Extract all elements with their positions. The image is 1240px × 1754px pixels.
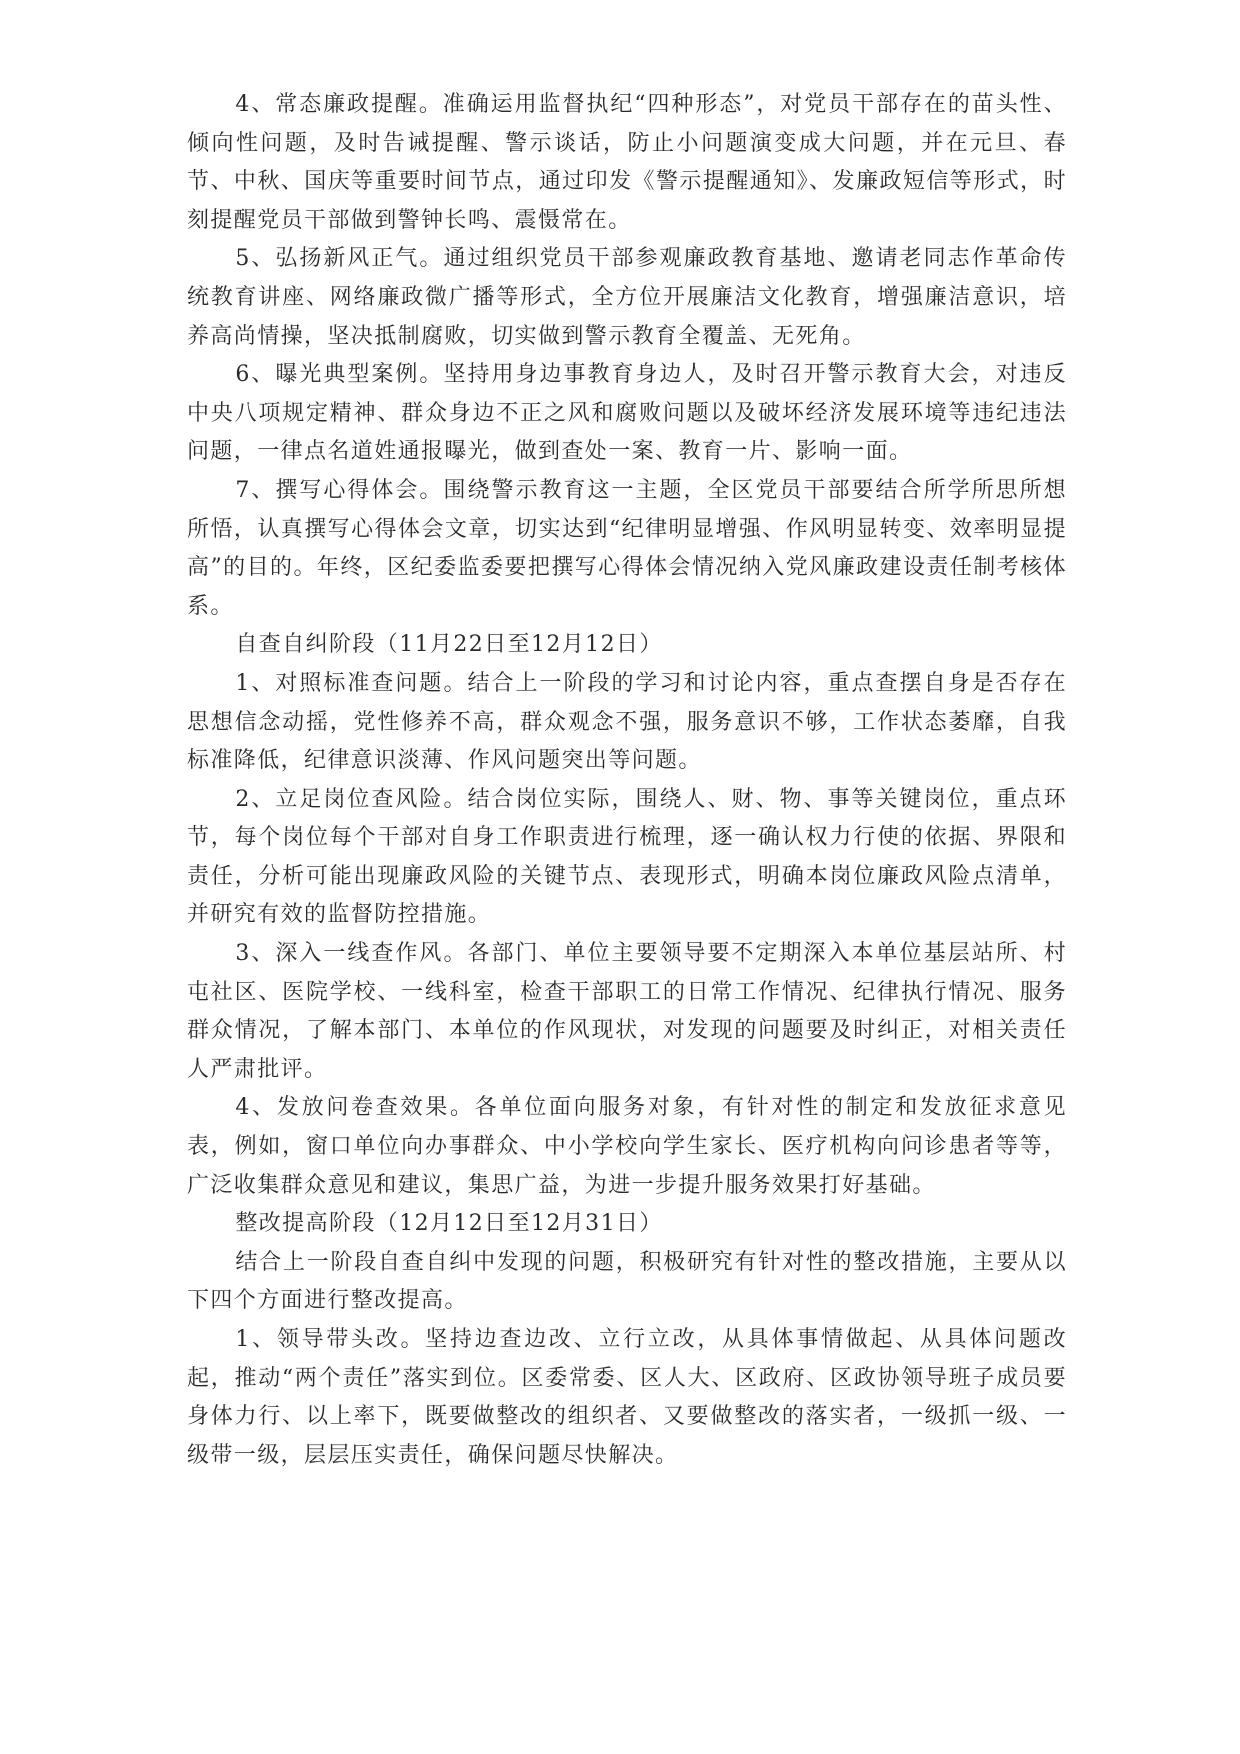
paragraph-promote-new-ethos: 5、弘扬新风正气。通过组织党员干部参观廉政教育基地、邀请老同志作革命传统教育讲座、网络廉政微广播等形式，全方位开展廉洁文化教育，增强廉洁意识，培养高尚情操，坚决抵制腐败，切实做到警示教育全覆盖、无死角。: [187, 246, 1067, 349]
paragraph-routine-integrity-reminder: 4、常态廉政提醒。准确运用监督执纪“四种形态”，对党员干部存在的苗头性、倾向性问题，及时告诫提醒、警示谈话，防止小问题演变成大问题，并在元旦、春节、中秋、国庆等重要时间节点，通过印发《警示提醒通知》、发廉政短信等形式，时刻提醒党员干部做到警钟长鸣、震慑常在。: [187, 92, 1067, 233]
paragraph-check-post-risks: 2、立足岗位查风险。结合岗位实际，围绕人、财、物、事等关键岗位，重点环节，每个岗位每个干部对自身工作职责进行梳理，逐一确认权力行使的依据、界限和责任，分析可能出现廉政风险的关键节点、表现形式，明确本岗位廉政风险点清单，并研究有效的监督防控措施。: [187, 786, 1067, 928]
paragraph-write-reflections: 7、撰写心得体会。围绕警示教育这一主题，全区党员干部要结合所学所思所想所悟，认真撰写心得体会文章，切实达到“纪律明显增强、作风明显转变、效率明显提高”的目的。年终，区纪委监委要把撰写心得体会情况纳入党风廉政建设责任制考核体系。: [187, 477, 1067, 619]
paragraph-check-frontline-style: 3、深入一线查作风。各部门、单位主要领导要不定期深入本单位基层站所、村屯社区、医院学校、一线科室，检查干部职工的日常工作情况、纪律执行情况、服务群众情况，了解本部门、本单位的作风现状，对发现的问题要及时纠正，对相关责任人严肃批评。: [187, 941, 1067, 1082]
paragraph-expose-typical-cases: 6、曝光典型案例。坚持用身边事教育身边人，及时召开警示教育大会，对违反中央八项规定精神、群众身边不正之风和腐败问题以及破坏经济发展环境等违纪违法问题，一律点名道姓通报曝光，做到查处一案、教育一片、影响一面。: [187, 362, 1067, 465]
section-heading-self-inspection: 自查自纠阶段（11月22日至12月12日）: [235, 632, 663, 658]
paragraph-rectification-intro: 结合上一阶段自查自纠中发现的问题，积极研究有针对性的整改措施，主要从以下四个方面进行整改提高。: [187, 1249, 1067, 1314]
section-heading-rectification: 整改提高阶段（12月12日至12月31日）: [235, 1211, 663, 1237]
document-body: [187, 86, 1067, 1475]
paragraph-leaders-take-lead: 1、领导带头改。坚持边查边改、立行立改，从具体事情做起、从具体问题改起，推动“两个责任”落实到位。区委常委、区人大、区政府、区政协领导班子成员要身体力行、以上率下，既要做整改的组织者、又要做整改的落实者，一级抓一级、一级带一级，层层压实责任，确保问题尽快解决。: [187, 1327, 1067, 1468]
paragraph-check-problems-against-standards: 1、对照标准查问题。结合上一阶段的学习和讨论内容，重点查摆自身是否存在思想信念动摇，党性修养不高，群众观念不强，服务意识不够，工作状态萎靡，自我标准降低，纪律意识淡薄、作风问题突出等问题。: [187, 670, 1067, 774]
paragraph-questionnaire-effects: 4、发放问卷查效果。各单位面向服务对象，有针对性的制定和发放征求意见表，例如，窗口单位向办事群众、中小学校向学生家长、医疗机构向问诊患者等等，广泛收集群众意见和建议，集思广益，为进一步提升服务效果打好基础。: [187, 1095, 1067, 1198]
